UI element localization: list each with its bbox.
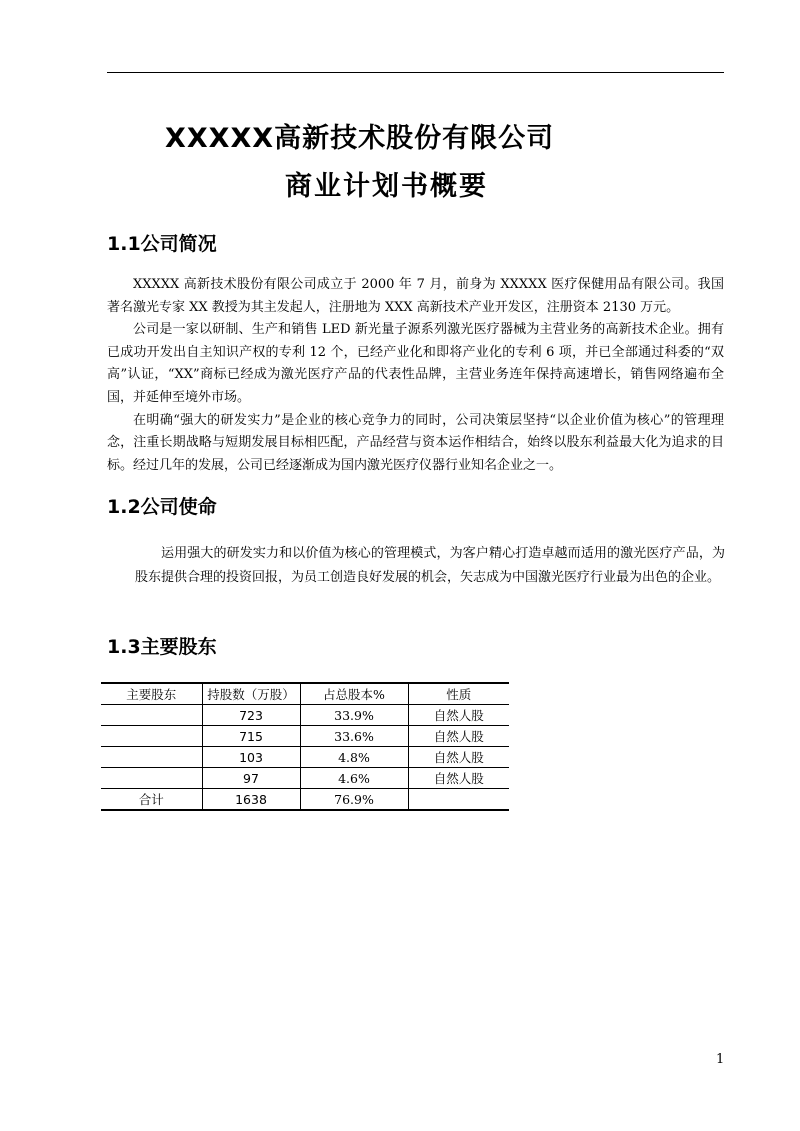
header-cell: 占总股本%: [300, 683, 408, 705]
header-cell: 主要股东: [101, 683, 202, 705]
table-header-row: [101, 683, 509, 705]
page-number: 1: [716, 1052, 725, 1067]
shares-cell: 723: [202, 705, 300, 726]
type-cell: 自然人股: [408, 705, 509, 726]
header-rule: [107, 72, 724, 73]
overview-paragraph: 在明确“强大的研发实力”是企业的核心竞争力的同时，公司决策层坚持“以企业价值为核心”的管理理念，注重长期战略与短期发展目标相匹配，产品经营与资本运作相结合，始终以股东利益最大化为追求的目标。经过几年的发展，公司已经逐渐成为国内激光医疗仪器行业知名企业之一。: [107, 412, 724, 473]
shareholder-cell: [101, 726, 202, 747]
mission-paragraph: 运用强大的研发实力和以价值为核心的管理模式，为客户精心打造卓越而适用的激光医疗产品，为股东提供合理的投资回报，为员工创造良好发展的机会，矢志成为中国激光医疗行业最为出色的企业。: [135, 546, 725, 585]
table-row: [101, 726, 509, 747]
table-total-row: [101, 789, 509, 811]
company-mission-text: [135, 542, 725, 589]
overview-paragraph: 公司是一家以研制、生产和销售 LED 新光量子源系列激光医疗器械为主营业务的高新技术企业。拥有已成功开发出自主知识产权的专利 12 个，已经产业化和即将产业化的专利 6 项，并已全部通过科委的“双高”认证，“XX”商标已经成为激光医疗产品的代表性品牌，主营业务连年保持高速增长，销售网络遍布全国，并延伸至境外市场。: [107, 322, 724, 405]
type-cell: 自然人股: [408, 726, 509, 747]
type-cell: 自然人股: [408, 747, 509, 768]
percent-cell: 4.8%: [300, 747, 408, 768]
header-cell: 持股数（万股）: [202, 683, 300, 705]
total-shares-cell: 1638: [202, 789, 300, 811]
company-overview-text: [107, 274, 724, 477]
document-subtitle: 商业计划书概要: [285, 171, 488, 202]
total-type-cell: [408, 789, 509, 811]
overview-paragraph: XXXXX 高新技术股份有限公司成立于 2000 年 7 月，前身为 XXXXX 医疗保健用品有限公司。我国著名激光专家 XX 教授为其主发起人，注册地为 XXX 高新技术产业开发区，注册资本 2130 万元。: [107, 277, 724, 315]
shares-cell: 715: [202, 726, 300, 747]
shareholder-cell: [101, 747, 202, 768]
section-heading-shareholders: 1.3主要股东: [107, 636, 217, 658]
shares-cell: 103: [202, 747, 300, 768]
document-title: XXXXX高新技术股份有限公司: [165, 123, 555, 154]
section-heading-overview: 1.1公司简况: [107, 233, 217, 255]
section-heading-mission: 1.2公司使命: [107, 496, 217, 518]
type-cell: 自然人股: [408, 768, 509, 789]
percent-cell: 33.9%: [300, 705, 408, 726]
table-row: [101, 768, 509, 789]
shareholders-table: [101, 682, 509, 811]
table-row: [101, 705, 509, 726]
shareholder-cell: [101, 768, 202, 789]
total-label-cell: 合计: [101, 789, 202, 811]
header-cell: 性质: [408, 683, 509, 705]
table-row: [101, 747, 509, 768]
shareholder-cell: [101, 705, 202, 726]
total-percent-cell: 76.9%: [300, 789, 408, 811]
shares-cell: 97: [202, 768, 300, 789]
percent-cell: 33.6%: [300, 726, 408, 747]
percent-cell: 4.6%: [300, 768, 408, 789]
